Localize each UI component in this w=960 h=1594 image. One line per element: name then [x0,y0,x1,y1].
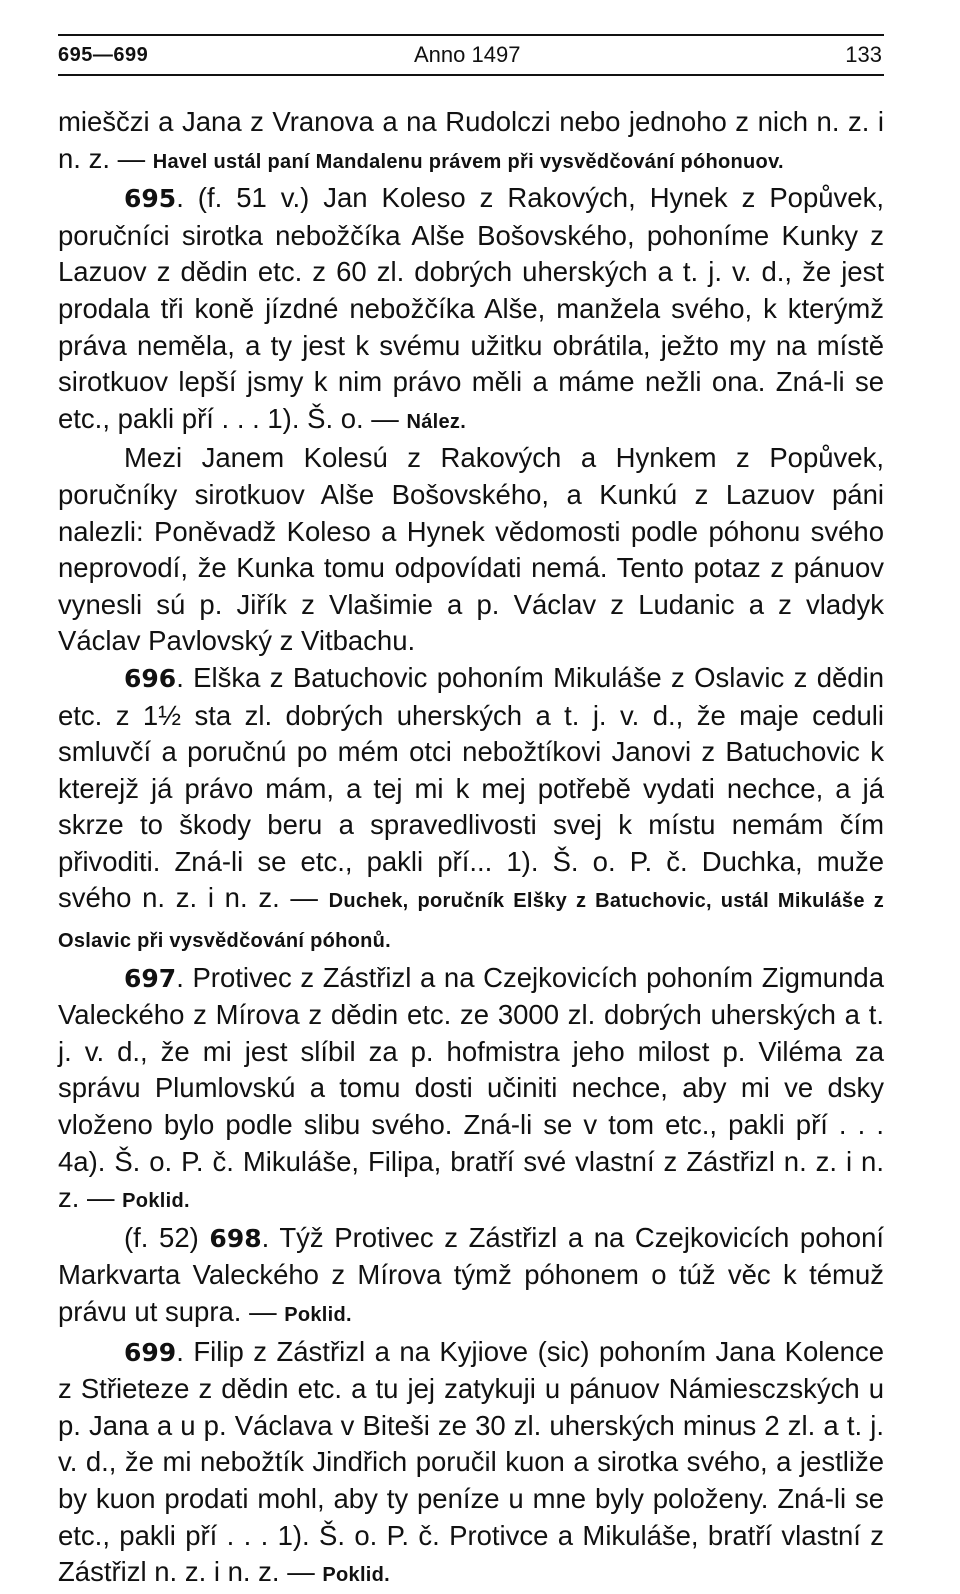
paragraph-text: . Týž Protivec z Zástřizl a na Czejkovicích pohoní Markvarta Valeckého z Mírova týmž póhonem o túž věc k témuž právu ut supra. — [58,1221,885,1327]
paragraph-text: . Protivec z Zástřizl a na Czejkovicích pohoním Zigmunda Valeckého z Mírova z dědin etc. ze 3000 zl. dobrých uherských a t. j. v. d., že mi jest slíbil za p. hofmistra jeho milost p. Viléma za správu Plumlovskú a tomu dosti učiniti nechce, aby mi ve dsky vloženo bylo podle slibu svého. Zná-li se v tom etc., pakli pří . . . 4a). Š. o. P. č. Mikuláše, Filipa, bratří své vlastní z Zástřizl n. z. i n. z. — [58,961,884,1214]
editorial-note: Nález. [406,410,467,433]
paragraph-text: . Filip z Zástřizl a na Kyjiove (sic) pohoním Jana Kolence z Střieteze z dědin etc. a tu jej zatykuji u pánuov Námiesczských u p. Jana a u p. Václava v Biteši ze 30 zl. uherských minus 2 zl. a t. j. v. d., že mi nebožtík Jindřich poručil kuon a sirotka svého, a jestliže by kuon prodati mohl, aby ty peníze u mne byly položeny. Zná-li se etc., pakli pří . . . 1). Š. o. P. č. Protivce a Mikuláše, bratří vlastní z Zástřizl n. z. i n. z. — [58,1335,884,1588]
paragraph-text: . (f. 51 v.) Jan Koleso z Rakových, Hynek z Popůvek, poručníci sirotka nebožčíka Alše Bošovského, pohoníme Kunky z Lazuov z dědin etc. z 60 zl. dobrých uherských a t. j. v. d., že jest prodala tři koně jízdné nebožčíka Alše, manžela svého, k kterýmž práva neměla, a ty jest k svému užitku obrátila, ježto my na místě sirotkuov lepší jsmy k nim právo měli a máme nežli ona. Zná-li se etc., pakli pří . . . 1). Š. o. — [58,182,884,434]
paragraph-text: . Elška z Batuchovic pohoním Mikuláše z Oslavic z dědin etc. z 1½ sta zl. dobrých uherských a t. j. v. d., že maje ceduli smluvčí a poručnú po mém otci nebožtíkovi Janovi z Batuchovic k kterejž já právo mám, a tej mi k mej potřebě vydati nechce, a já skrze to škody beru a spravedlivosti svej k místu nemám čím přivoditi. Zná-li se etc., pakli pří... 1). Š. o. P. č. Duchka, muže svého n. z. i n. z. — [58,661,884,914]
entry-number: 699 [124,1337,177,1367]
paragraph-p0 [58,104,884,180]
entry-range: 695—699 [58,44,149,66]
editorial-note: Poklid. [322,1564,391,1587]
entry-number: 698 [209,1223,262,1253]
editorial-note: Duchek, poručník Elšky z Batuchovic, ustál Mikuláše z Oslavic při vysvědčování póhonů. [58,890,884,953]
paragraph-p697 [58,960,884,1220]
paragraph-text: Mezi Janem Kolesú z Rakových a Hynkem z Popůvek, poručníky sirotkuov Alše Bošovského, a Kunkú z Lazuov páni nalezli: Poněvadž Koleso a Hynek vědomosti podle póhonu svého neprovodí, že Kunka tomu odpovídati nemá. Tento potaz z pánuov vynesli sú p. Jiřík z Vlašimie a p. Václav z Ludanic a z vladyk Václav Pavlovský z Vitbachu. [58,442,884,657]
editorial-note: Havel ustál paní Mandalenu právem při vysvědčování póhonuov. [152,150,784,173]
paragraph-text: mieščzi a Jana z Vranova a na Rudolczi nebo jednoho z nich n. z. i n. z. — [58,106,884,174]
entry-number: 695 [124,184,177,214]
page-number: 133 [845,42,882,67]
editorial-note: Poklid. [122,1190,190,1213]
body-text [58,104,884,1594]
paragraph-p695 [58,180,884,440]
running-header [58,34,884,76]
paragraph-p695b [58,440,884,660]
paragraph-text: (f. 52) [124,1221,210,1253]
paragraph-p698 [58,1220,884,1334]
entry-number: 696 [124,663,177,693]
paragraph-p699 [58,1334,884,1594]
entry-number: 697 [124,963,177,993]
editorial-note: Poklid. [284,1304,352,1326]
paragraph-p696 [58,660,884,960]
header-title: Anno 1497 [414,42,521,67]
